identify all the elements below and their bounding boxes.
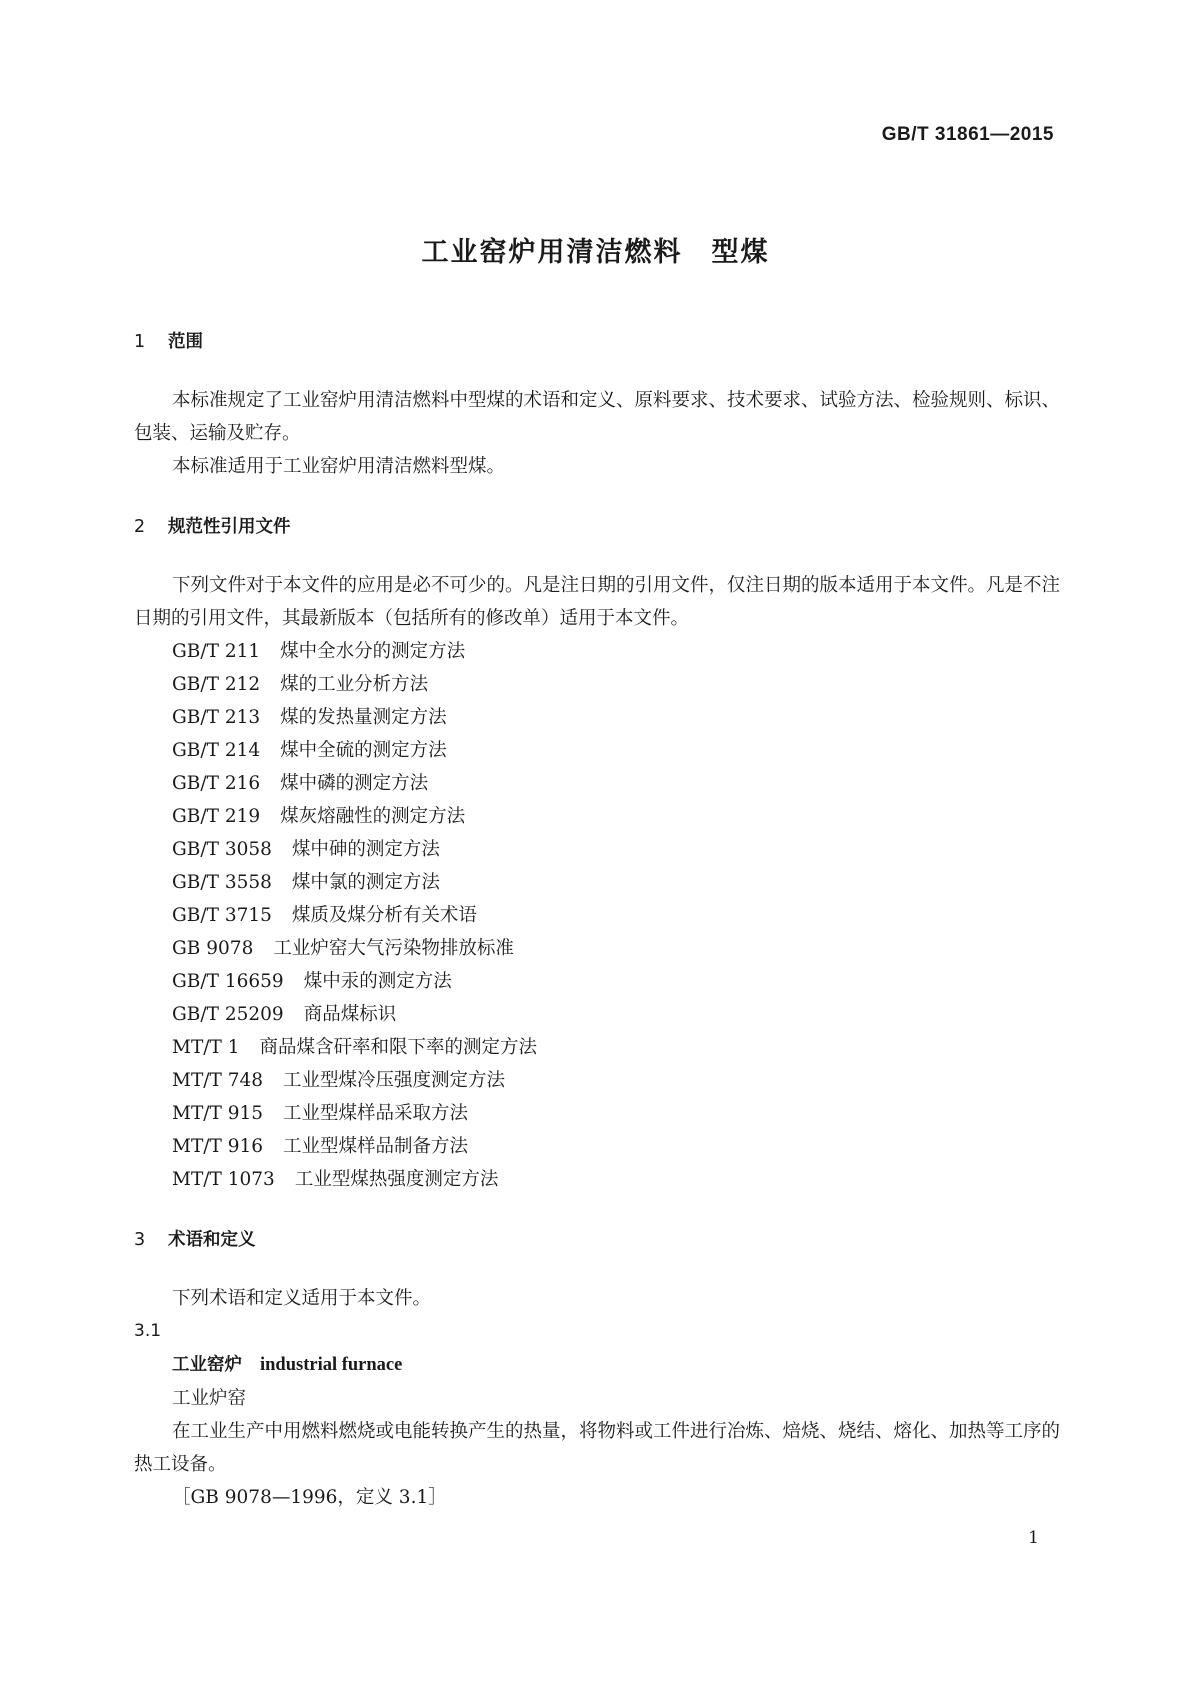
reference-title: 煤中磷的测定方法 bbox=[280, 773, 429, 794]
reference-title: 煤中氯的测定方法 bbox=[291, 872, 440, 893]
reference-code: GB/T 219 bbox=[172, 806, 261, 827]
reference-list bbox=[134, 635, 1060, 1196]
reference-code: GB/T 25209 bbox=[172, 1004, 284, 1025]
reference-code: GB/T 3715 bbox=[172, 905, 272, 926]
reference-title: 煤的工业分析方法 bbox=[280, 674, 429, 695]
document-title: 工业窑炉用清洁燃料 型煤 bbox=[421, 237, 770, 268]
section-number: 2 bbox=[134, 517, 146, 537]
scope-paragraph: 本标准适用于工业窑炉用清洁燃料型煤。 bbox=[172, 456, 506, 477]
reference-title: 煤中砷的测定方法 bbox=[291, 839, 440, 860]
reference-item bbox=[172, 866, 1060, 899]
term-synonym: 工业炉窑 bbox=[172, 1388, 247, 1409]
reference-item bbox=[172, 965, 1060, 998]
reference-item bbox=[172, 635, 1060, 668]
reference-title: 工业型煤热强度测定方法 bbox=[294, 1169, 499, 1190]
reference-title: 工业型煤样品制备方法 bbox=[283, 1136, 469, 1157]
reference-item bbox=[172, 1064, 1060, 1097]
reference-code: GB/T 16659 bbox=[172, 971, 284, 992]
term-heading bbox=[134, 1348, 1060, 1382]
section-terms-heading bbox=[134, 1228, 1060, 1252]
reference-code: GB/T 3058 bbox=[172, 839, 272, 860]
reference-item bbox=[172, 701, 1060, 734]
reference-item bbox=[172, 1163, 1060, 1196]
reference-title: 煤中汞的测定方法 bbox=[303, 971, 452, 992]
reference-code: MT/T 1 bbox=[172, 1037, 240, 1058]
reference-code: MT/T 1073 bbox=[172, 1169, 275, 1190]
reference-code: MT/T 916 bbox=[172, 1136, 264, 1157]
reference-item bbox=[172, 899, 1060, 932]
section-title: 范围 bbox=[168, 332, 203, 352]
term-number: 3.1 bbox=[134, 1321, 162, 1341]
scope-paragraph: 本标准规定了工业窑炉用清洁燃料中型煤的术语和定义、原料要求、技术要求、试验方法、检验规则、标识、包装、运输及贮存。 bbox=[134, 390, 1061, 444]
reference-item bbox=[172, 833, 1060, 866]
reference-title: 煤中全硫的测定方法 bbox=[280, 740, 447, 761]
document-body bbox=[134, 330, 1060, 1514]
term-source: ［GB 9078—1996，定义 3.1］ bbox=[172, 1487, 447, 1508]
reference-title: 煤中全水分的测定方法 bbox=[280, 641, 466, 662]
reference-item bbox=[172, 998, 1060, 1031]
term-definition: 在工业生产中用燃料燃烧或电能转换产生的热量，将物料或工件进行冶炼、焙烧、烧结、熔化、加热等工序的热工设备。 bbox=[134, 1421, 1061, 1475]
reference-code: MT/T 748 bbox=[172, 1070, 264, 1091]
reference-code: GB/T 3558 bbox=[172, 872, 272, 893]
terms-intro: 下列术语和定义适用于本文件。 bbox=[172, 1288, 432, 1309]
reference-item bbox=[172, 734, 1060, 767]
reference-title: 工业炉窑大气污染物排放标准 bbox=[273, 938, 514, 959]
section-number: 3 bbox=[134, 1230, 146, 1250]
section-title: 术语和定义 bbox=[168, 1230, 256, 1250]
standard-code: GB/T 31861—2015 bbox=[881, 124, 1054, 145]
reference-item bbox=[172, 668, 1060, 701]
reference-item bbox=[172, 800, 1060, 833]
reference-code: GB/T 213 bbox=[172, 707, 261, 728]
reference-code: GB 9078 bbox=[172, 938, 254, 959]
reference-title: 煤灰熔融性的测定方法 bbox=[280, 806, 466, 827]
section-references-heading bbox=[134, 515, 1060, 539]
reference-title: 工业型煤冷压强度测定方法 bbox=[283, 1070, 506, 1091]
term-chinese: 工业窑炉 bbox=[172, 1355, 242, 1375]
reference-title: 工业型煤样品采取方法 bbox=[283, 1103, 469, 1124]
reference-title: 商品煤含矸率和限下率的测定方法 bbox=[259, 1037, 538, 1058]
references-intro: 下列文件对于本文件的应用是必不可少的。凡是注日期的引用文件，仅注日期的版本适用于本文件。凡是不注日期的引用文件，其最新版本（包括所有的修改单）适用于本文件。 bbox=[134, 575, 1061, 629]
section-scope-heading bbox=[134, 330, 1060, 354]
reference-item bbox=[172, 1130, 1060, 1163]
term-english: industrial furnace bbox=[260, 1355, 403, 1375]
reference-title: 煤质及煤分析有关术语 bbox=[291, 905, 477, 926]
reference-item bbox=[172, 932, 1060, 965]
reference-code: GB/T 212 bbox=[172, 674, 261, 695]
page-number: 1 bbox=[1028, 1528, 1039, 1548]
reference-item bbox=[172, 767, 1060, 800]
reference-title: 商品煤标识 bbox=[303, 1004, 397, 1025]
reference-code: GB/T 211 bbox=[172, 641, 261, 662]
reference-item bbox=[172, 1031, 1060, 1064]
reference-code: MT/T 915 bbox=[172, 1103, 264, 1124]
reference-title: 煤的发热量测定方法 bbox=[280, 707, 447, 728]
section-number: 1 bbox=[134, 332, 146, 352]
reference-code: GB/T 216 bbox=[172, 773, 261, 794]
reference-code: GB/T 214 bbox=[172, 740, 261, 761]
reference-item bbox=[172, 1097, 1060, 1130]
section-title: 规范性引用文件 bbox=[168, 517, 291, 537]
